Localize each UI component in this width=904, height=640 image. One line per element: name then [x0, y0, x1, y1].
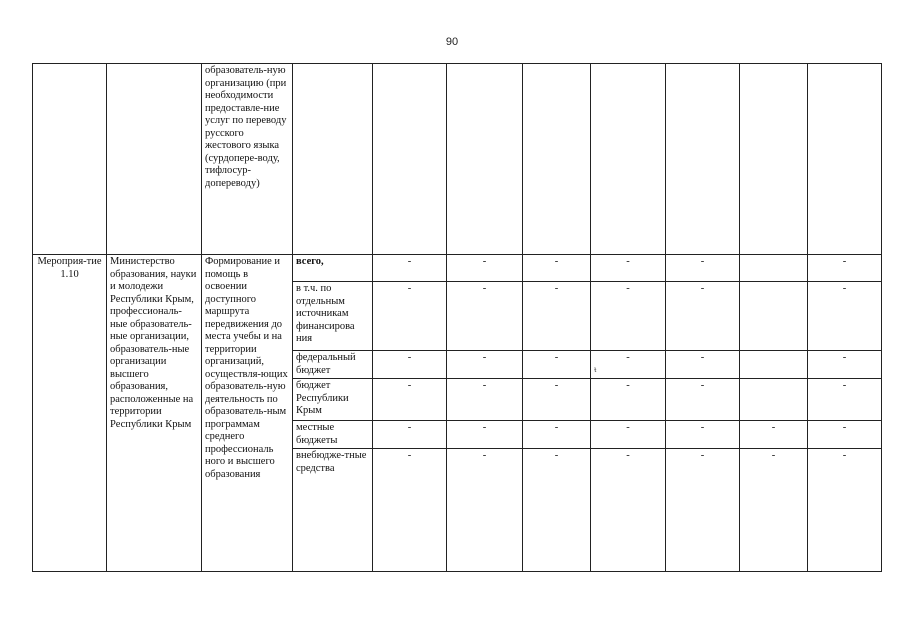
value-cell — [740, 255, 808, 282]
value-cell: - — [523, 351, 591, 379]
cont-value-cell — [447, 64, 523, 255]
value-cell: - — [373, 449, 447, 572]
value-cell: - — [373, 255, 447, 282]
value-cell: - — [808, 421, 882, 449]
cont-number-cell — [33, 64, 107, 255]
funding-source: бюджет Республики Крым — [293, 379, 373, 421]
value-cell: - — [808, 449, 882, 572]
value-cell: - — [523, 449, 591, 572]
value-cell: - — [373, 282, 447, 351]
value-cell: - — [523, 255, 591, 282]
value-cell: - — [740, 421, 808, 449]
page-number: 90 — [445, 36, 459, 48]
value-cell: - — [523, 282, 591, 351]
value-cell: - — [666, 255, 740, 282]
value-cell: - — [591, 379, 666, 421]
cont-value-cell — [373, 64, 447, 255]
continuation-row — [33, 64, 882, 255]
cont-description-cell: образователь-ную организацию (при необходимости предоставле-ние услуг по переводу русского жестового языка (сурдоперe-воду, тифлосур-допереводу) — [202, 64, 293, 255]
value-cell: - — [447, 379, 523, 421]
measure-description: Формирование и помощь в освоении доступного маршрута передвижения до места учебы и на территории организаций, осуществля-ющих образователь-ную деятельность по образователь-ным программам среднего профессиональ ного и высшего образования — [202, 255, 293, 572]
value-cell: - — [523, 421, 591, 449]
cont-value-cell — [740, 64, 808, 255]
value-cell: - — [808, 255, 882, 282]
value-cell: - — [591, 449, 666, 572]
value-cell — [740, 351, 808, 379]
value-cell: - — [666, 351, 740, 379]
value-cell: - — [591, 351, 666, 379]
cont-value-cell — [591, 64, 666, 255]
cont-source-cell — [293, 64, 373, 255]
value-cell: - — [447, 421, 523, 449]
budget-table — [32, 63, 882, 572]
cont-value-cell — [808, 64, 882, 255]
cont-value-cell — [666, 64, 740, 255]
value-cell: - — [373, 421, 447, 449]
value-cell: - — [808, 351, 882, 379]
value-cell: - — [373, 379, 447, 421]
value-cell: - — [591, 421, 666, 449]
value-cell: - — [666, 379, 740, 421]
measure-number: Мероприя-тие 1.10 — [33, 255, 107, 572]
stray-mark: ᵼ — [594, 364, 597, 374]
value-cell: - — [666, 282, 740, 351]
value-cell — [740, 282, 808, 351]
value-cell: - — [591, 282, 666, 351]
value-cell: - — [523, 379, 591, 421]
value-cell: - — [447, 449, 523, 572]
funding-source: местные бюджеты — [293, 421, 373, 449]
cont-value-cell — [523, 64, 591, 255]
value-cell — [740, 379, 808, 421]
value-cell: - — [666, 449, 740, 572]
measure-executor: Министерство образования, науки и молодежи Республики Крым, профессиональ-ные образователь-ные организации, образователь-ные организации высшего образования, расположенные на территории Республики Крым — [107, 255, 202, 572]
funding-source: всего, — [293, 255, 373, 282]
value-cell: - — [447, 255, 523, 282]
value-cell: - — [447, 282, 523, 351]
value-cell: - — [447, 351, 523, 379]
value-cell: - — [808, 379, 882, 421]
value-cell: - — [808, 282, 882, 351]
funding-source: в т.ч. по отдельным источникам финансирова ния — [293, 282, 373, 351]
value-cell: - — [373, 351, 447, 379]
cont-executor-cell — [107, 64, 202, 255]
funding-source: внебюдже-тные средства — [293, 449, 373, 572]
funding-source: федеральный бюджет — [293, 351, 373, 379]
value-cell: - — [666, 421, 740, 449]
table-row — [33, 255, 882, 282]
value-cell: - — [740, 449, 808, 572]
value-cell: - — [591, 255, 666, 282]
